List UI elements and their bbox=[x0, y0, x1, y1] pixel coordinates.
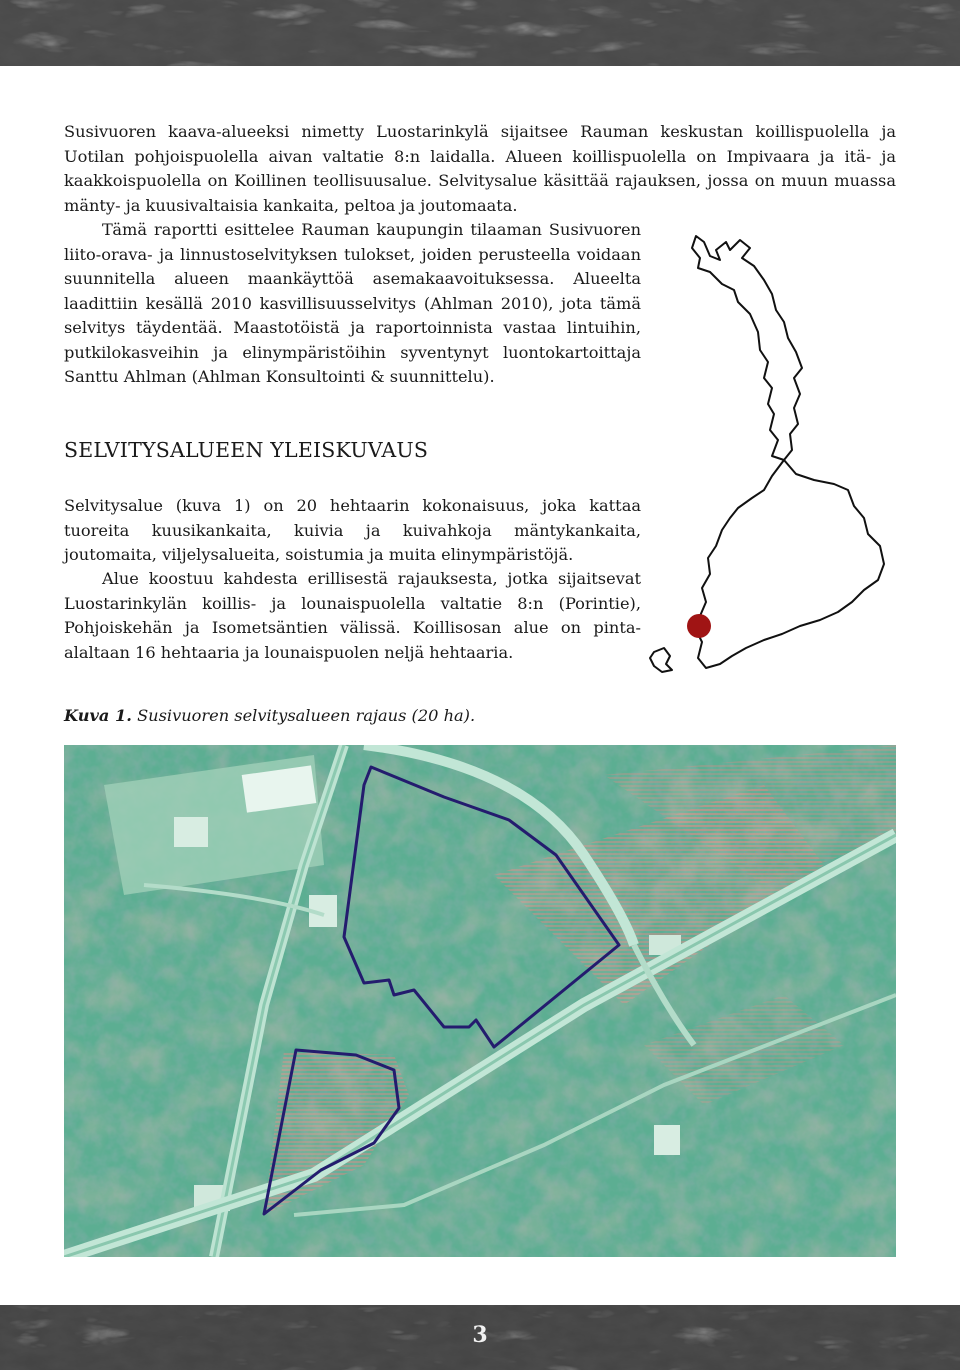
paragraph-area: Selvitysalue (kuva 1) on 20 hehtaarin kokonaisuus, joka kattaa tuoreita kuusikankaita, kuivia ja kuivahkoja mäntykankaita, joutomaita, viljelysalueita, soistumia ja muita elinympäristöjä. bbox=[64, 496, 641, 564]
paragraph-intro: Susivuoren kaava-alueeksi nimetty Luostarinkylä sijaitsee Rauman keskustan koillispuolella ja Uotilan pohjoispuolella aivan valtatie 8:n laidalla. Alueen koillispuolella on Impivaara ja itä- ja kaakkoispuolella on Koillinen teollisuusalue. Selvitysalue käsittää rajauksen, jossa on muun muassa mänty- ja kuusivaltaisia kankaita, peltoa ja joutomaata. bbox=[64, 122, 896, 215]
finland-outline-icon bbox=[692, 236, 884, 668]
page-number: 3 bbox=[472, 1322, 488, 1348]
finland-map bbox=[642, 228, 902, 683]
location-marker-icon bbox=[687, 614, 711, 638]
figure-caption bbox=[64, 706, 475, 725]
aerial-photo bbox=[64, 745, 896, 1257]
figure-caption-label: Kuva 1. bbox=[64, 706, 132, 725]
header-rock-band bbox=[0, 0, 960, 66]
figure-caption-text: Susivuoren selvitysalueen rajaus (20 ha). bbox=[137, 706, 476, 725]
paragraph-report: Tämä raportti esittelee Rauman kaupungin tilaaman Susivuoren liito-orava- ja linnustoselvityksen tulokset, joiden perusteella voidaan suunnitella alueen maankäyttöä asemakaavoituksessa. Alueelta laadittiin kesällä 2010 kasvillisuusselvitys (Ahlman 2010), jota tämä selvitys täydentää. Maastotöistä ja raportoinnista vastaa lintuihin, putkilokasveihin ja elinympäristöihin syventynyt luontokartoittaja Santtu Ahlman (Ahlman Konsultointi & suunnittelu). bbox=[64, 220, 641, 386]
section-heading: SELVITYSALUEEN YLEISKUVAUS bbox=[64, 438, 429, 462]
paragraph-parts: Alue koostuu kahdesta erillisestä rajauksesta, jotka sijaitsevat Luostarinkylän koillis- ja lounaispuolella valtatie 8:n (Porintie), Pohjoiskehän ja Isometsäntien välissä. Koillisosan alue on pinta-alaltaan 16 hehtaaria ja lounaispuolen neljä hehtaaria. bbox=[64, 569, 641, 662]
